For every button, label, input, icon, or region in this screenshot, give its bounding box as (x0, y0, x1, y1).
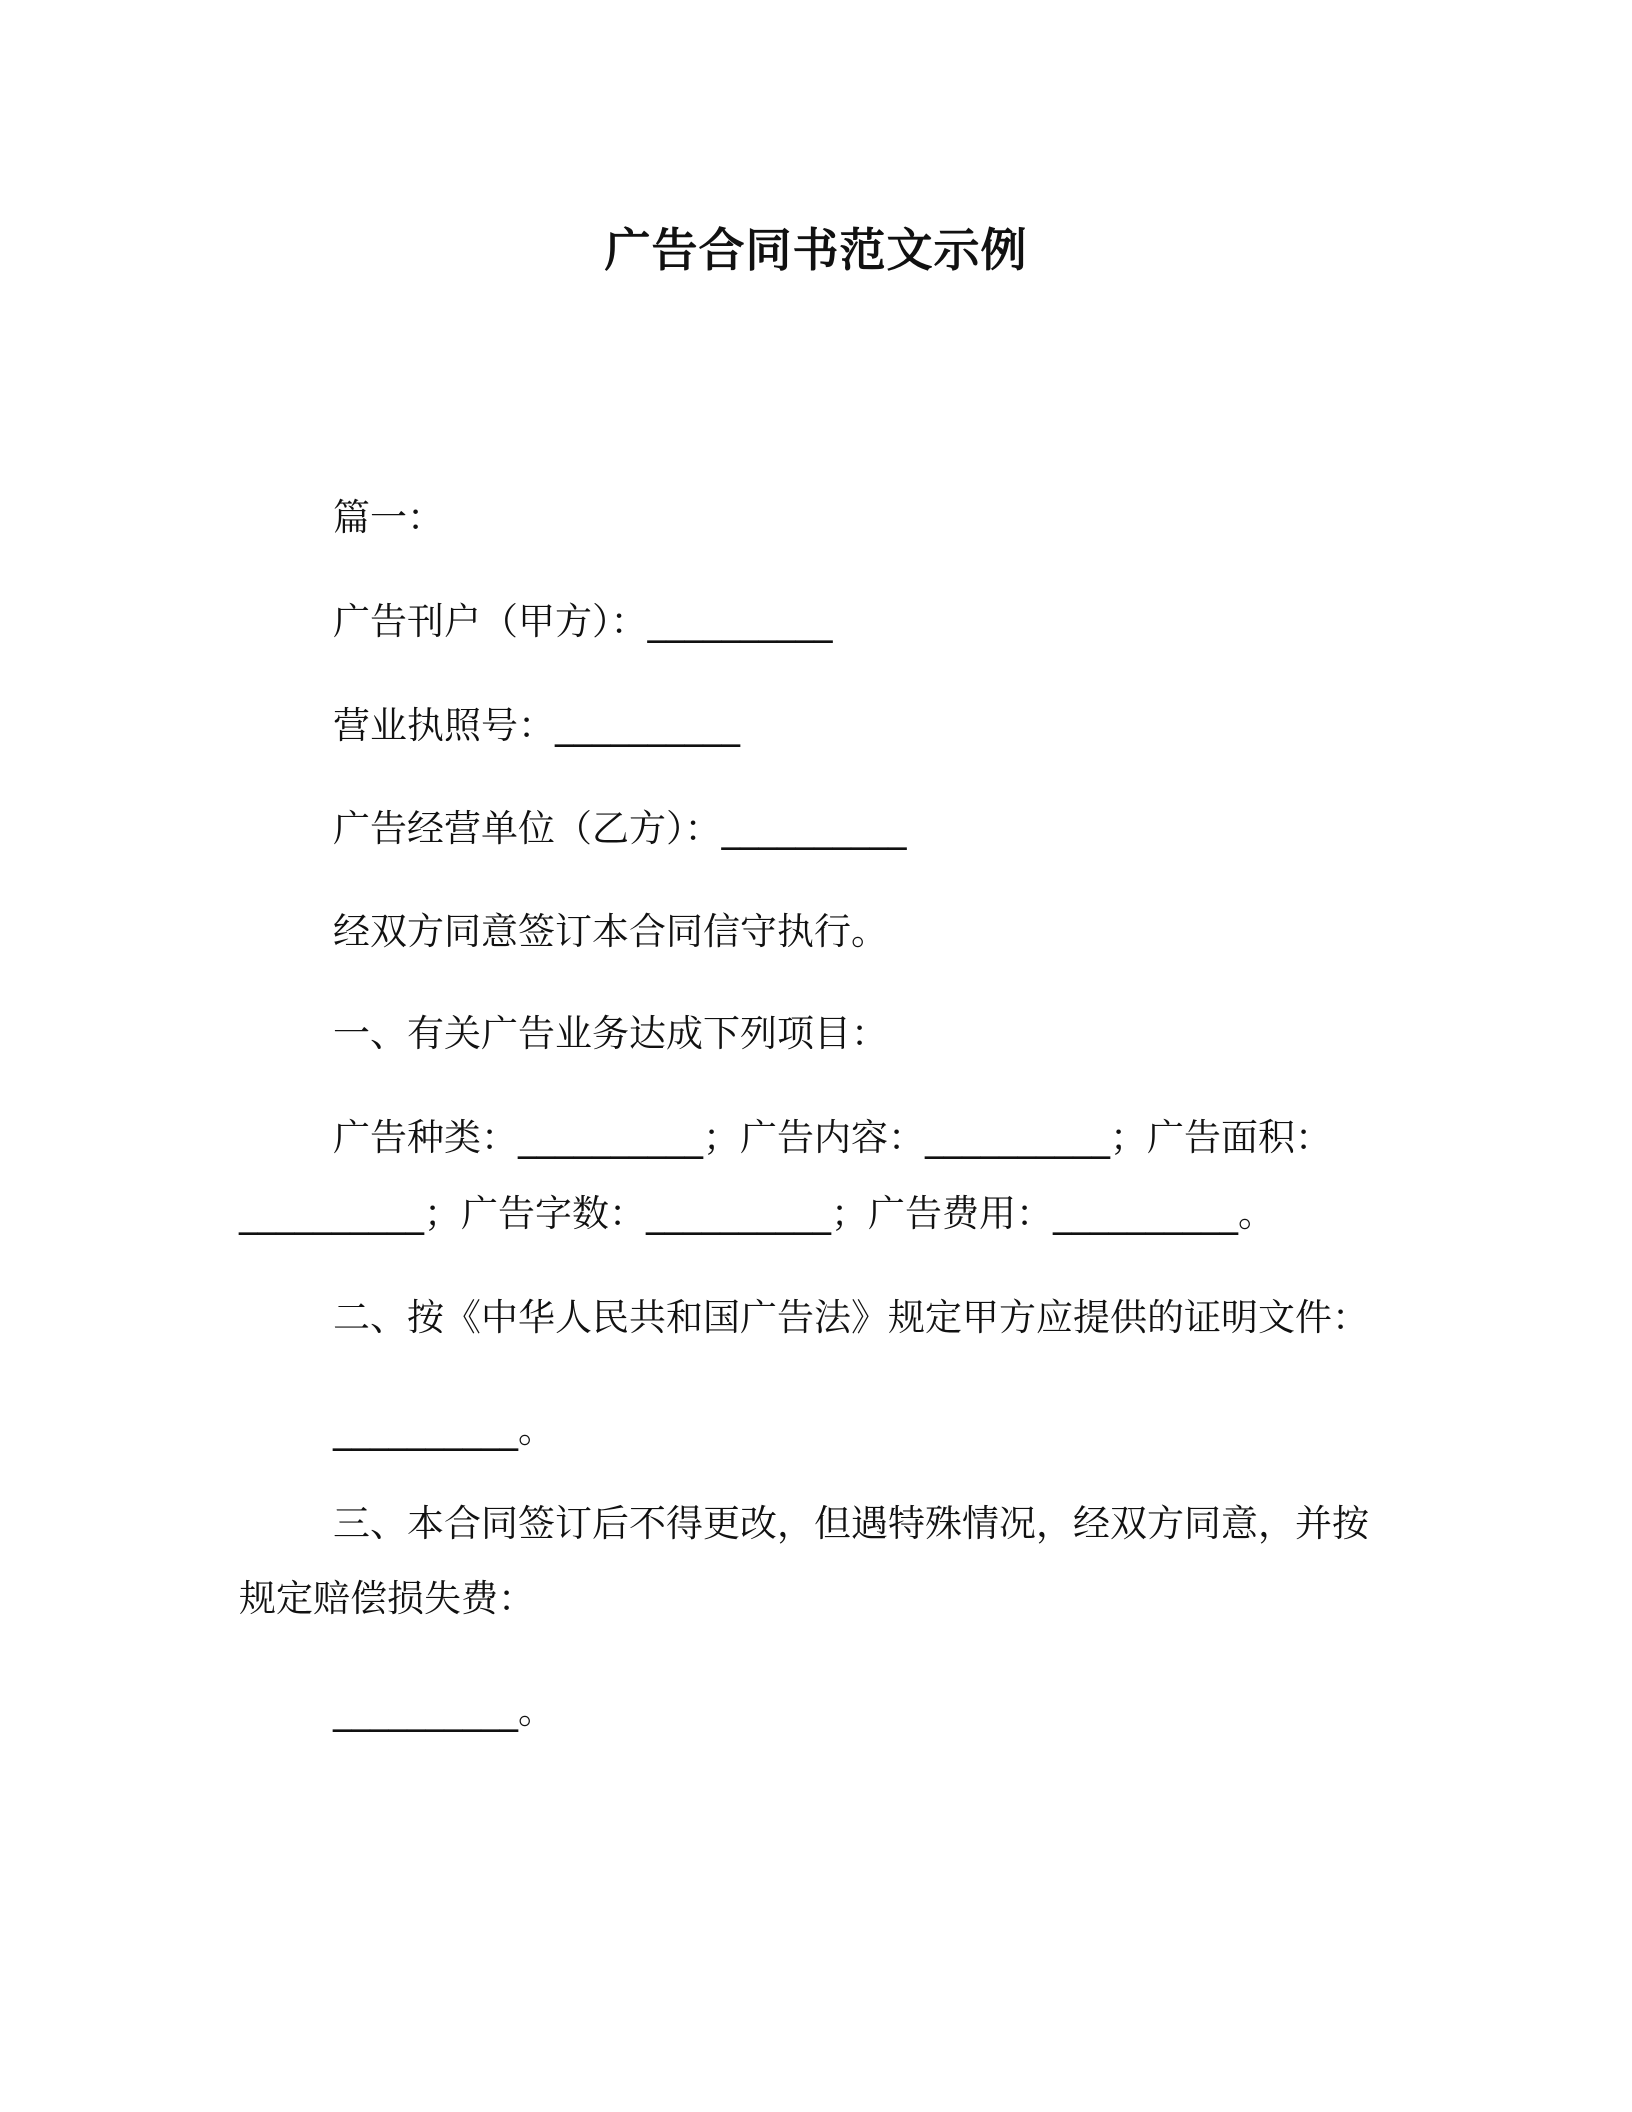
clause-two-blank: __________。 (333, 1408, 555, 1451)
advertiser-party-a-field: 广告刊户（甲方）：__________ (333, 600, 833, 643)
clause-three-blank: __________。 (333, 1689, 555, 1732)
clause-two-text: 二、按《中华人民共和国广告法》规定甲方应提供的证明文件： (333, 1296, 1369, 1339)
agreement-statement: 经双方同意签订本合同信守执行。 (333, 910, 888, 953)
clause-three-line-2: 规定赔偿损失费： (239, 1577, 535, 1620)
business-license-field: 营业执照号：__________ (333, 704, 740, 747)
clause-three-line-1: 三、本合同签订后不得更改，但遇特殊情况，经双方同意，并按 (333, 1502, 1369, 1545)
ad-operator-party-b-field: 广告经营单位（乙方）：__________ (333, 807, 907, 850)
document-title: 广告合同书范文示例 (604, 223, 1028, 277)
section-heading-part-one: 篇一： (333, 496, 444, 539)
ad-details-line-1: 广告种类：__________；广告内容：__________；广告面积： (333, 1116, 1332, 1159)
clause-one-heading: 一、有关广告业务达成下列项目： (333, 1012, 888, 1055)
ad-details-line-2: __________；广告字数：__________；广告费用：__________。 (239, 1192, 1275, 1235)
